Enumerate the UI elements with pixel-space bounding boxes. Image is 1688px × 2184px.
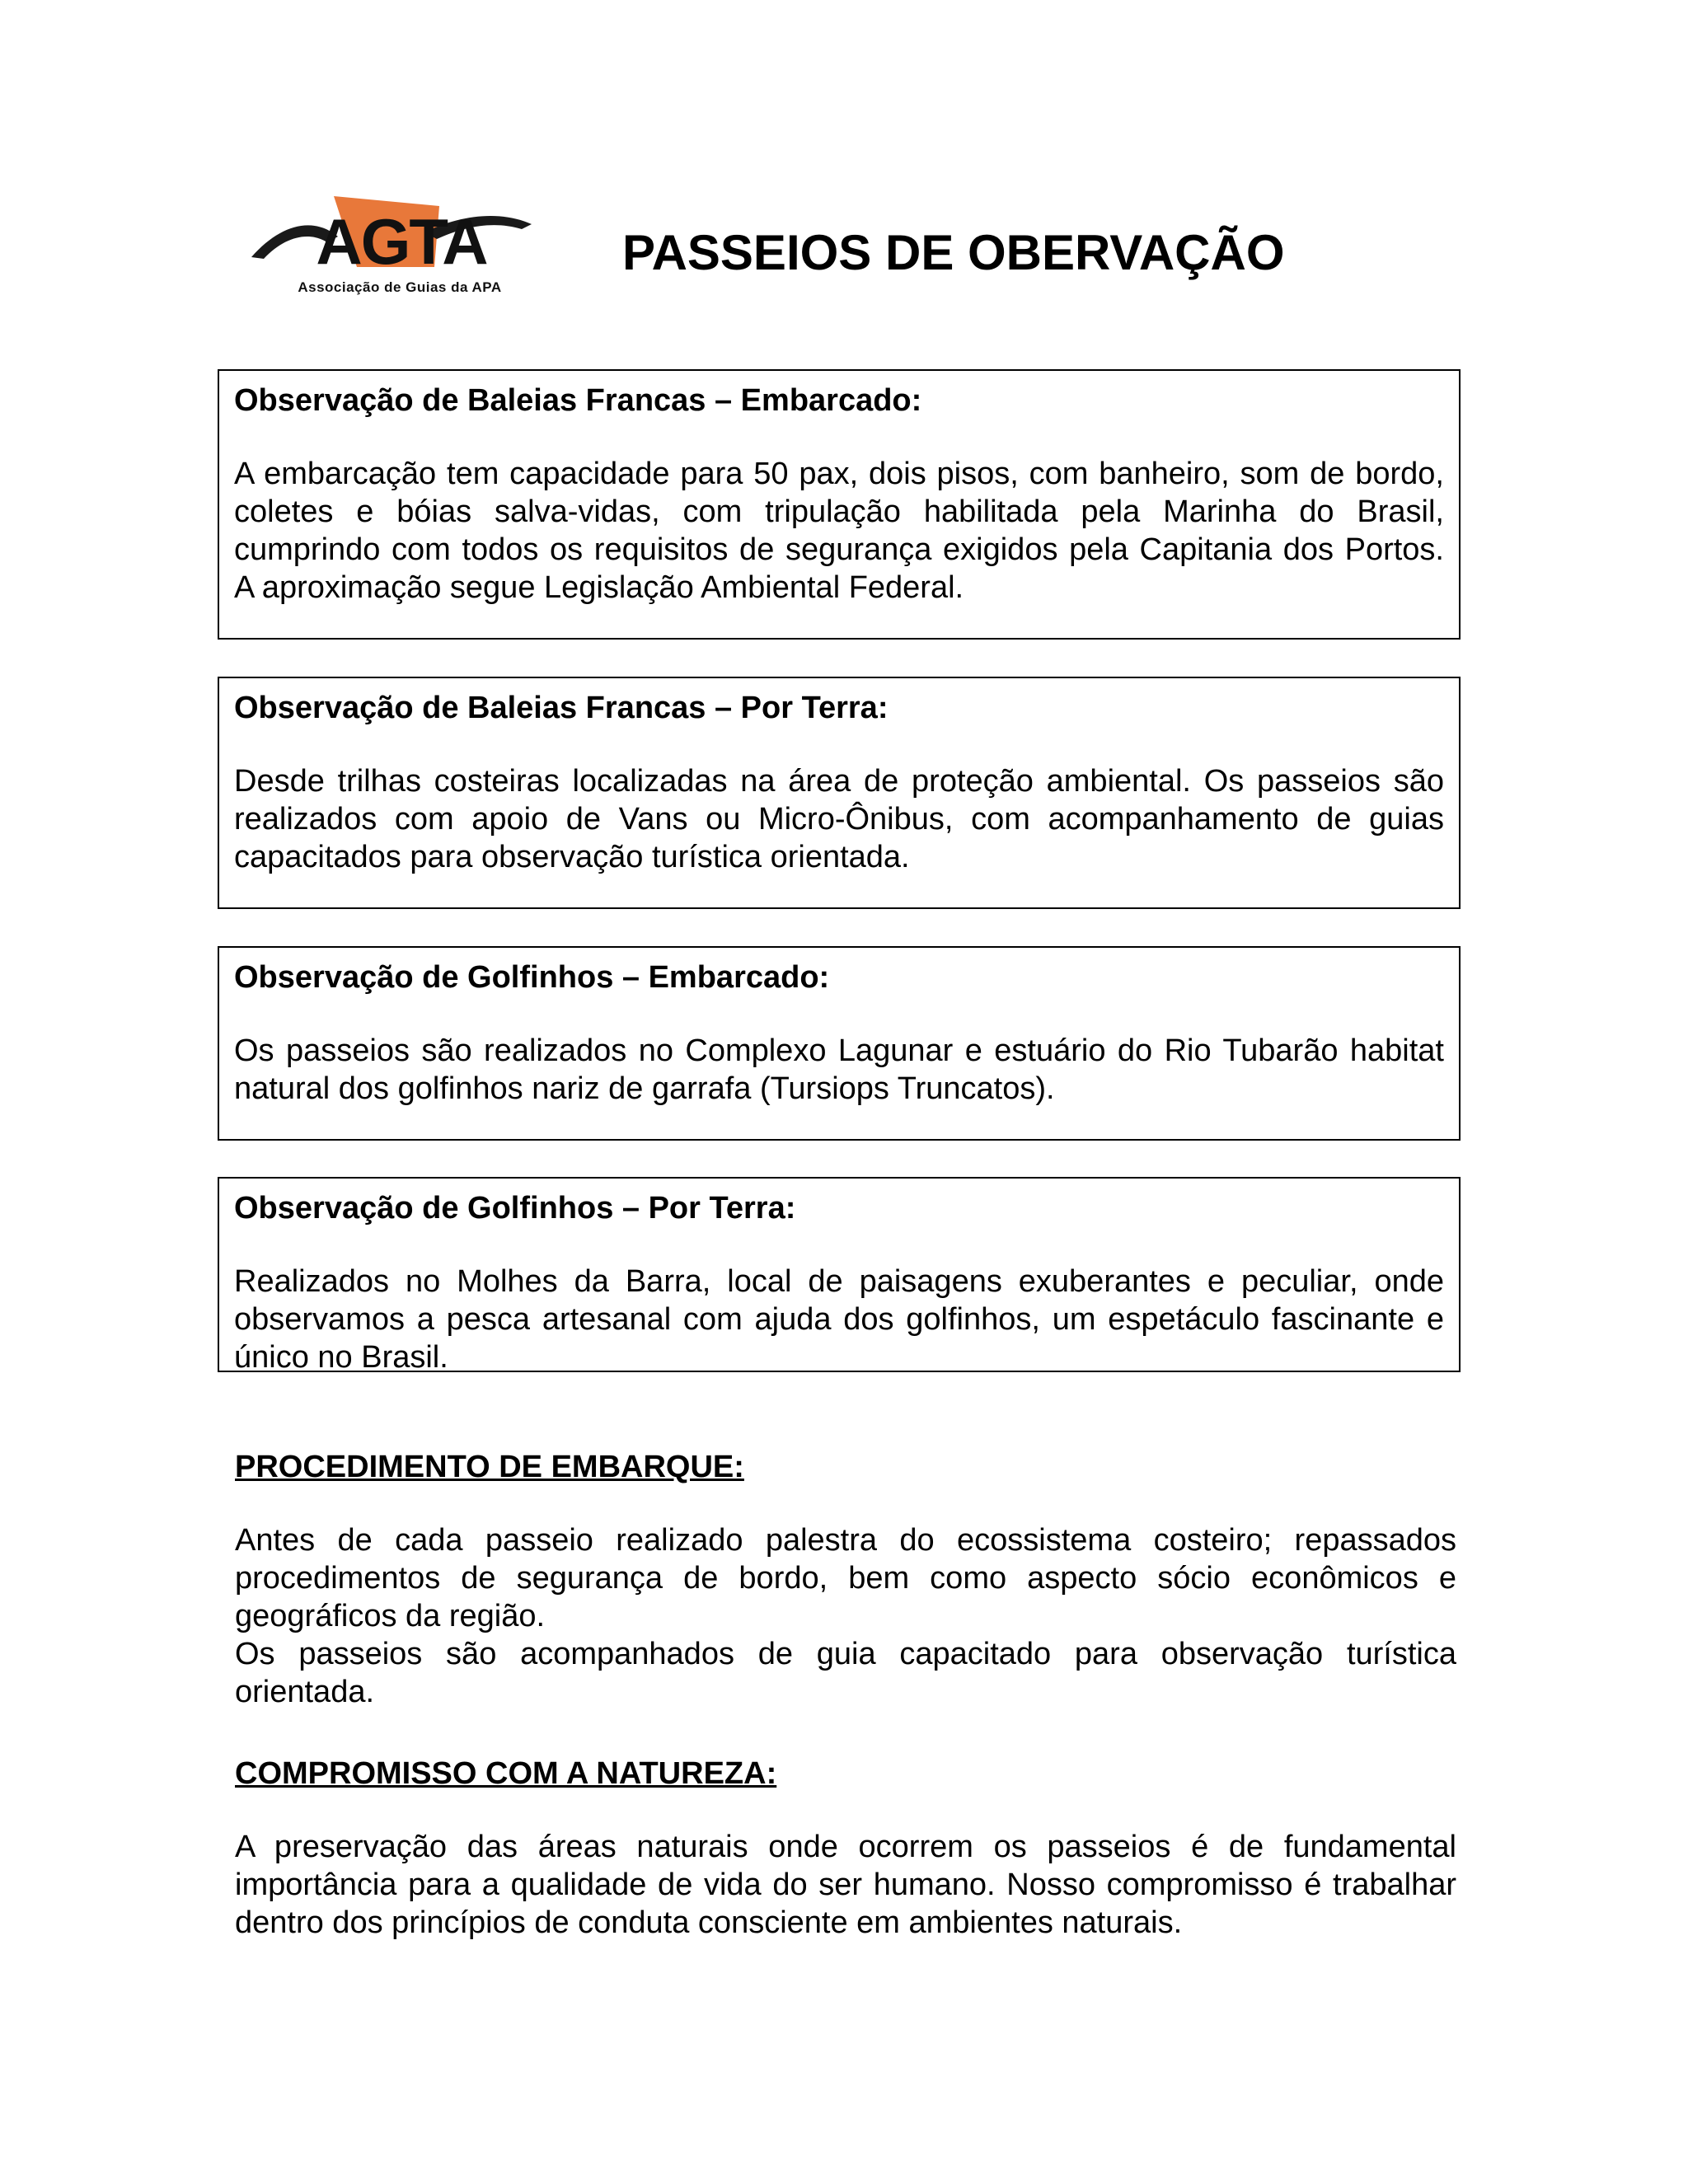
- box-golfinhos-embarcado: [218, 946, 1461, 1141]
- box-text: A embarcação tem capacidade para 50 pax, dois pisos, com banheiro, som de bordo, coletes e bóias salva-vidas, com tripulação habilitada pela Marinha do Brasil, cumprindo com todos os requisitos de segurança exigidos pela Capitania dos Portos. A aproximação segue Legislação Ambiental Federal.: [234, 457, 1444, 605]
- section-heading: PROCEDIMENTO DE EMBARQUE:: [235, 1450, 744, 1484]
- box-text: Os passeios são realizados no Complexo Lagunar e estuário do Rio Tubarão habitat natural dos golfinhos nariz de garrafa (Tursiops Truncatos).: [234, 1033, 1444, 1106]
- agta-logo: [235, 191, 569, 298]
- section-procedimento-embarque: [235, 1447, 1456, 1711]
- document-title: PASSEIOS DE OBERVAÇÃO: [622, 225, 1285, 280]
- section-paragraph: Os passeios são acompanhados de guia capacitado para observação turística orientada.: [235, 1637, 1456, 1709]
- box-golfinhos-por-terra: [218, 1177, 1461, 1375]
- section-heading: COMPROMISSO COM A NATUREZA:: [235, 1756, 777, 1791]
- box-text: Desde trilhas costeiras localizadas na área de proteção ambiental. Os passeios são realizados com apoio de Vans ou Micro-Ônibus, com acompanhamento de guias capacitados para observação turística orientada.: [234, 764, 1444, 874]
- logo-wordmark: AGTA: [316, 205, 487, 278]
- box-baleias-embarcado: [218, 369, 1461, 640]
- section-compromisso-natureza: [235, 1754, 1456, 1942]
- logo-subtitle: Associação de Guias da APA: [298, 279, 502, 295]
- box-title: Observação de Golfinhos – Por Terra:: [234, 1191, 796, 1226]
- section-paragraph: Antes de cada passeio realizado palestra do ecossistema costeiro; repassados procedimentos de segurança de bordo, bem como aspecto sócio econômicos e geográficos da região.: [235, 1523, 1456, 1633]
- box-title: Observação de Baleias Francas – Embarcado:: [234, 383, 922, 418]
- box-baleias-por-terra: [218, 677, 1461, 909]
- box-title: Observação de Baleias Francas – Por Terra:: [234, 691, 889, 725]
- box-title: Observação de Golfinhos – Embarcado:: [234, 960, 830, 995]
- section-paragraph: A preservação das áreas naturais onde ocorrem os passeios é de fundamental importância para a qualidade de vida do ser humano. Nosso compromisso é trabalhar dentro dos princípios de conduta consciente em ambientes naturais.: [235, 1830, 1456, 1940]
- box-text: Realizados no Molhes da Barra, local de paisagens exuberantes e peculiar, onde observamos a pesca artesanal com ajuda dos golfinhos, um espetáculo fascinante e único no Brasil.: [234, 1264, 1444, 1375]
